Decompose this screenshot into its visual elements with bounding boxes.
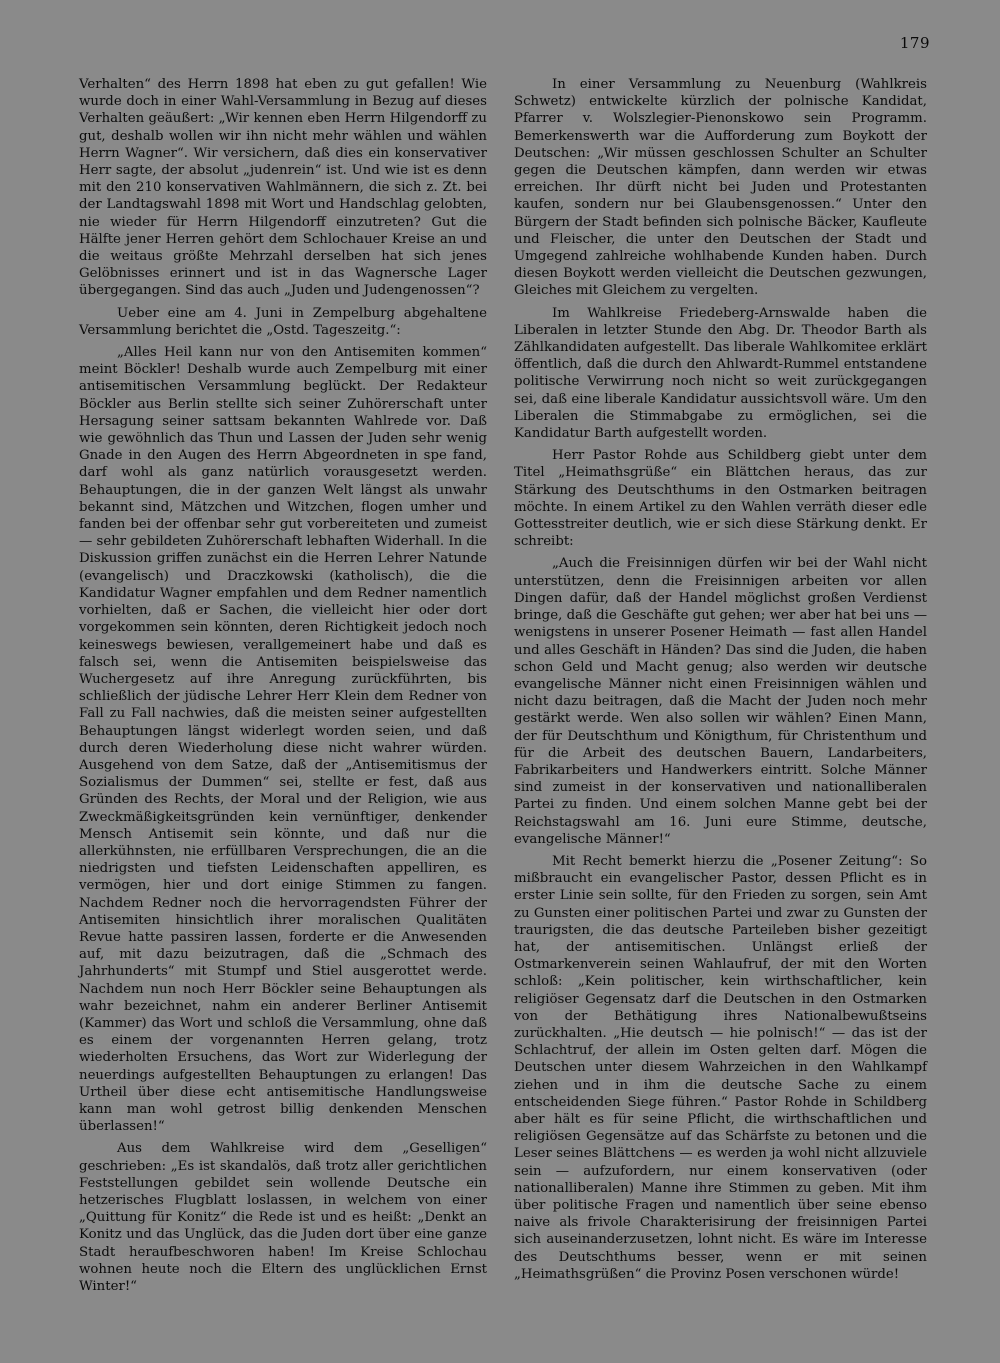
paragraph: Herr Pastor Rohde aus Schildberg giebt unter dem Titel „Heimathsgrüße“ ein Blättchen heraus, das zur Stärkung des Deutschthums in den Ostmarken beitragen möchte. In einem Artikel zu den Wahlen verräth dieser edle Gottesstreiter deutlich, wie er sich diese Stärkung denkt. Er schreibt: (514, 448, 927, 550)
paragraph: Mit Recht bemerkt hierzu die „Posener Zeitung“: So mißbraucht ein evangelischer Pastor, dessen Pflicht es in erster Linie sein sollte, für den Frieden zu sorgen, sein Amt zu Gunsten einer politischen Partei und zwar zu Gunsten der traurigsten, die das deutsche Parteileben bisher gezeitigt hat, der antisemitischen. Unlängst erließ der Ostmarkenverein seinen Wahlaufruf, der mit den Worten schloß: „Kein politischer, kein wirthschaftlicher, kein religiöser Gegensatz darf die Deutschen in den Ostmarken von der Bethätigung ihres Nationalbewußtseins zurückhalten. „Hie deutsch — hie polnisch!“ — das ist der Schlachtruf, der allein im Osten gelten darf. Mögen die Deutschen unter diesem Wahrzeichen in den Wahlkampf ziehen und in ihm die deutsche Sache zu einem entscheidenden Siege führen.“ Pastor Rohde in Schildberg aber hält es für seine Pflicht, die wirthschaftlichen und religiösen Gegensätze auf das Schärfste zu betonen und die Leser seines Blättchens — es werden ja wohl nicht allzuviele sein — aufzufordern, nur einem konservativen (oder nationalliberalen) Manne ihre Stimmen zu geben. Mit ihm über politische Fragen und namentlich über seine ebenso naive als frivole Charakterisirung der freisinnigen Partei sich auseinanderzusetzen, lohnt nicht. Es wäre im Interesse des Deutschthums besser, wenn er mit seinen „Heimathsgrüßen“ die Provinz Posen verschonen würde! (514, 853, 927, 1282)
left-column (79, 76, 487, 1300)
quoted-paragraph: „Alles Heil kann nur von den Antisemiten kommen“ meint Böckler! Deshalb wurde auch Zempelburg mit einer antisemitischen Versammlung beglückt. Der Redakteur Böckler aus Berlin stellte sich seiner Zuhörerschaft unter Hersagung seiner sattsam bekannten Wahlrede vor. Daß wie gewöhnlich das Thun und Lassen der Juden sehr wenig Gnade in den Augen des Herrn Abgeordneten in spe fand, darf wohl als ganz natürlich vorausgesetzt werden. Behauptungen, die in der ganzen Welt längst als unwahr bekannt sind, Mätzchen und Witzchen, flogen umher und fanden bei der offenbar sehr gut vorbereiteten und zumeist — sehr gebildeten Zuhörerschaft lebhaften Widerhall. In die Diskussion griffen zunächst ein die Herren Lehrer Natunde (evangelisch) und Draczkowski (katholisch), die die Kandidatur Wagner empfahlen und dem Redner namentlich vorhielten, daß er Sachen, die vielleicht hier oder dort vorgekommen sein könnten, deren Richtigkeit jedoch noch keineswegs bewiesen, verallgemeinert habe und daß es falsch sei, wenn die Antisemiten beispielsweise das Wuchergesetz auf ihre Anregung zurückführten, bis schließlich der jüdische Lehrer Herr Klein dem Redner von Fall zu Fall nachwies, daß die meisten seiner aufgestellten Behauptungen längst widerlegt worden seien, und daß durch deren Wiederholung diese nicht wahrer würden. Ausgehend von dem Satze, daß der „Antisemitismus der Sozialismus der Dummen“ sei, stellte er fest, daß aus Gründen des Rechts, der Moral und der Religion, wie aus Zweckmäßigkeitsgründen kein vernünftiger, denkender Mensch Antisemit sein könnte, und daß nur die allerkühnsten, nie erfüllbaren Versprechungen, die an die niedrigsten und tiefsten Leidenschaften appelliren, es vermögen, hier und dort einige Stimmen zu fangen. Nachdem Redner noch die hervorragendsten Führer der Antisemiten hinsichtlich ihrer moralischen Qualitäten Revue hatte passiren lassen, forderte er die Anwesenden auf, mit dazu beizutragen, daß die „Schmach des Jahrhunderts“ mit Stumpf und Stiel ausgerottet werde. Nachdem nun noch Herr Böckler seine Behauptungen als wahr bezeichnet, nahm ein anderer Berliner Antisemit (Kammer) das Wort und schloß die Versammlung, ohne daß es einem der vorgenannten Herren gelang, trotz wiederholten Ersuchens, das Wort zur Widerlegung der neuerdings aufgestellten Behauptungen zu erlangen! Das Urtheil über diese echt antisemitische Handlungsweise kann man wohl getrost billig denkenden Menschen überlassen!“ (79, 345, 487, 1135)
paragraph: Aus dem Wahlkreise wird dem „Geselligen“ geschrieben: „Es ist skandalös, daß trotz aller gerichtlichen Feststellungen gebildet sein wollende Deutsche ein hetzerisches Flugblatt loslassen, in welchem von einer „Quittung für Konitz“ die Rede ist und es heißt: „Denkt an Konitz und das Unglück, das die Juden dort über eine ganze Stadt heraufbeschworen haben! Im Kreise Schlochau wohnen heute noch die Eltern des unglücklichen Ernst Winter!“ (79, 1141, 487, 1295)
quoted-paragraph: „Auch die Freisinnigen dürfen wir bei der Wahl nicht unterstützen, denn die Freisinnigen arbeiten vor allen Dingen dafür, daß der Handel möglichst großen Verdienst bringe, daß die Geschäfte gut gehen; wer aber hat bei uns — wenigstens in unserer Posener Heimath — fast allen Handel und alles Geschäft in Händen? Das sind die Juden, die haben schon Geld und Macht genug; also werden wir deutsche evangelische Männer nicht einen Freisinnigen wählen und nicht dazu beitragen, daß die Macht der Juden noch mehr gestärkt werde. Wen also sollen wir wählen? Einen Mann, der für Deutschthum und Königthum, für Christenthum und für die Arbeit des deutschen Bauern, Landarbeiters, Fabrikarbeiters und Handwerkers eintritt. Solche Männer sind zumeist in der konservativen und nationalliberalen Partei zu finden. Und einem solchen Manne gebt bei der Reichstagswahl am 16. Juni eure Stimme, deutsche, evangelische Männer!“ (514, 556, 927, 847)
paragraph: Ueber eine am 4. Juni in Zempelburg abgehaltene Versammlung berichtet die „Ostd. Tageszeitg.“: (79, 305, 487, 338)
page-number: 179 (899, 34, 930, 52)
paragraph: Verhalten“ des Herrn 1898 hat eben zu gut gefallen! Wie wurde doch in einer Wahl-Versammlung in Bezug auf dieses Verhalten geäußert: „Wir kennen eben Herrn Hilgendorff zu gut, deshalb wollen wir ihn nicht mehr wählen und wählen Herrn Wagner“. Wir versichern, daß dies ein konservativer Herr sagte, der absolut „judenrein“ ist. Und wie ist es denn mit den 210 konservativen Wahlmännern, die sich z. Zt. bei der Landtagswahl 1898 mit Wort und Handschlag gelobten, nie wieder für Herrn Hilgendorff einzutreten? Gut die Hälfte jener Herren gehört dem Schlochauer Kreise an und die weitaus größte Mehrzahl derselben hat sich jenes Gelöbnisses erinnert und ist in das Wagnersche Lager übergegangen. Sind das auch „Juden und Judengenossen“? (79, 77, 487, 299)
right-column (514, 76, 927, 1288)
paragraph: In einer Versammlung zu Neuenburg (Wahlkreis Schwetz) entwickelte kürzlich der polnische Kandidat, Pfarrer v. Wolszlegier-Pienonskowo sein Programm. Bemerkenswerth war die Aufforderung zum Boykott der Deutschen: „Wir müssen geschlossen Schulter an Schulter gegen die Deutschen kämpfen, dann werden wir etwas erreichen. Ihr dürft nicht bei Juden und Protestanten kaufen, sondern nur bei Glaubensgenossen.“ Unter den Bürgern der Stadt befinden sich polnische Bäcker, Kaufleute und Fleischer, die unter den Deutschen der Stadt und Umgegend zahlreiche wohlhabende Kunden haben. Durch diesen Boykott werden vielleicht die Deutschen gezwungen, Gleiches mit Gleichem zu vergelten. (514, 77, 927, 299)
paragraph: Im Wahlkreise Friedeberg-Arnswalde haben die Liberalen in letzter Stunde den Abg. Dr. Theodor Barth als Zählkandidaten aufgestellt. Das liberale Wahlkomitee erklärt öffentlich, daß die durch den Ahlwardt-Rummel entstandene politische Verwirrung noch nicht so weit zurückgegangen sei, daß eine liberale Kandidatur aussichtsvoll wäre. Um den Liberalen die Stimmabgabe zu ermöglichen, sei die Kandidatur Barth aufgestellt worden. (514, 305, 927, 442)
